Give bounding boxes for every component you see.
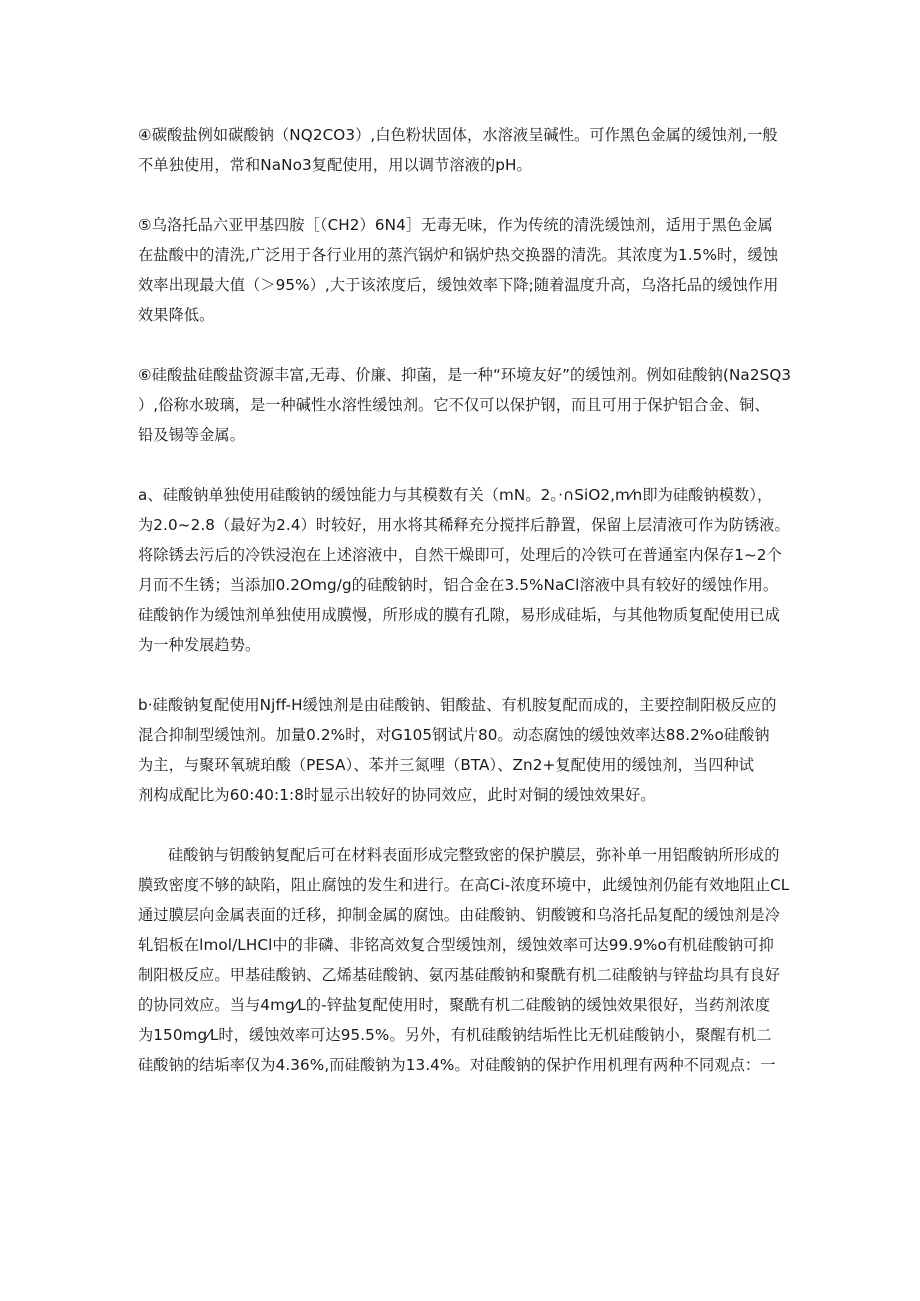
text-line: 混合抑制型缓蚀剂。加量0.2%时，对G105钢试片80。动态腐蚀的缓蚀效率达88.2%o硅酸钠 bbox=[138, 726, 770, 744]
text-line: b·硅酸钠复配使用Njff-H缓蚀剂是由硅酸钠、钼酸盐、有机胺复配而成的，主要控制阳极反应的 bbox=[138, 696, 777, 714]
text-line: 的协同效应。当与4mg⁄L的-锌盐复配使用时，聚酰有机二硅酸钠的缓蚀效果很好，当药剂浓度 bbox=[138, 996, 771, 1014]
text-line: ）,俗称水玻璃，是一种碱性水溶性缓蚀剂。它不仅可以保护钢，而且可用于保护铝合金、铜、 bbox=[138, 396, 770, 414]
text-line: 为150mg⁄L时，缓蚀效率可达95.5%。另外，有机硅酸钠结垢性比无机硅酸钠小，聚醒有机二 bbox=[138, 1026, 772, 1044]
text-line: 硅酸钠与钥酸钠复配后可在材料表面形成完整致密的保护膜层，弥补单一用铝酸钠所形成的 bbox=[168, 846, 780, 864]
text-line: 将除锈去污后的冷铁浸泡在上述溶液中，自然干燥即可，处理后的冷铁可在普通室内保存1~2个 bbox=[138, 546, 782, 564]
text-line: 在盐酸中的清洗,广泛用于各行业用的蒸汽锅炉和锅炉热交换器的清洗。其浓度为1.5%时，缓蚀 bbox=[138, 246, 779, 264]
text-line: ⑥硅酸盐硅酸盐资源丰富,无毒、价廉、抑菌，是一种“环境友好”的缓蚀剂。例如硅酸钠(Na2SQ3 bbox=[138, 366, 792, 384]
paragraph-carbonate bbox=[138, 120, 788, 180]
paragraph-silicate-molybdate bbox=[138, 840, 788, 1080]
text-line: ④碳酸盐例如碳酸钠（NQ2CO3）,白色粉状固体，水溶液呈碱性。可作黑色金属的缓蚀剂,一般 bbox=[138, 126, 778, 144]
text-line: 通过膜层向金属表面的迁移，抑制金属的腐蚀。由硅酸钠、钥酸镀和乌洛托品复配的缓蚀剂是冷 bbox=[138, 906, 781, 924]
text-line: 轧铝板在lmol/LHCl中的非磷、非铭高效复合型缓蚀剂，缓蚀效率可达99.9%o有机硅酸钠可抑 bbox=[138, 936, 774, 954]
text-line: 铅及锡等金属。 bbox=[138, 426, 246, 444]
document-page bbox=[138, 120, 792, 1110]
text-line: 制阳极反应。甲基硅酸钠、乙烯基硅酸钠、氨丙基硅酸钠和聚酰有机二硅酸钠与锌盐均具有良好 bbox=[138, 966, 781, 984]
text-line: a、硅酸钠单独使用硅酸钠的缓蚀能力与其模数有关（mN。2。·∩SiO2,m⁄n即为硅酸钠模数）， bbox=[138, 486, 773, 504]
text-line: 硅酸钠的结垢率仅为4.36%,而硅酸钠为13.4%。对硅酸钠的保护作用机理有两种不同观点：一 bbox=[138, 1056, 776, 1074]
paragraph-urotropine bbox=[138, 210, 788, 330]
text-line: 为主，与聚环氧琥珀酸（PESA）、苯并三氮哩（BTA）、Zn2+复配使用的缓蚀剂，当四种试 bbox=[138, 756, 755, 774]
text-line: 效果降低。 bbox=[138, 306, 215, 324]
text-line: 为2.0~2.8（最好为2.4）时较好，用水将其稀释充分搅拌后静置，保留上层清液可作为防锈液。 bbox=[138, 516, 790, 534]
text-line: 不单独使用，常和NaNo3复配使用，用以调节溶液的pH。 bbox=[138, 156, 532, 174]
paragraph-silicate bbox=[138, 360, 792, 450]
text-line: 剂构成配比为60:40:1:8时显示出较好的协同效应，此时对铜的缓蚀效果好。 bbox=[138, 786, 656, 804]
text-line: 效率出现最大值（＞95%）,大于该浓度后，缓蚀效率下降;随着温度升高，乌洛托品的缓蚀作用 bbox=[138, 276, 779, 294]
paragraph-silicate-compound-use bbox=[138, 690, 788, 810]
text-line: 膜致密度不够的缺陷，阻止腐蚀的发生和进行。在高Ci-浓度环境中，此缓蚀剂仍能有效地阻止CL bbox=[138, 876, 790, 894]
text-line: ⑤乌洛托品六亚甲基四胺［（CH2）6N4］无毒无味，作为传统的清洗缓蚀剂，适用于黑色金属 bbox=[138, 216, 773, 234]
paragraph-silicate-single-use bbox=[138, 480, 788, 660]
text-line: 硅酸钠作为缓蚀剂单独使用成膜慢，所形成的膜有孔隙，易形成硅垢，与其他物质复配使用已成 bbox=[138, 606, 781, 624]
text-line: 为一种发展趋势。 bbox=[138, 636, 261, 654]
text-line: 月而不生锈；当添加0.2Omg/g的硅酸钠时，铝合金在3.5%NaCl溶液中具有较好的缓蚀作用。 bbox=[138, 576, 779, 594]
